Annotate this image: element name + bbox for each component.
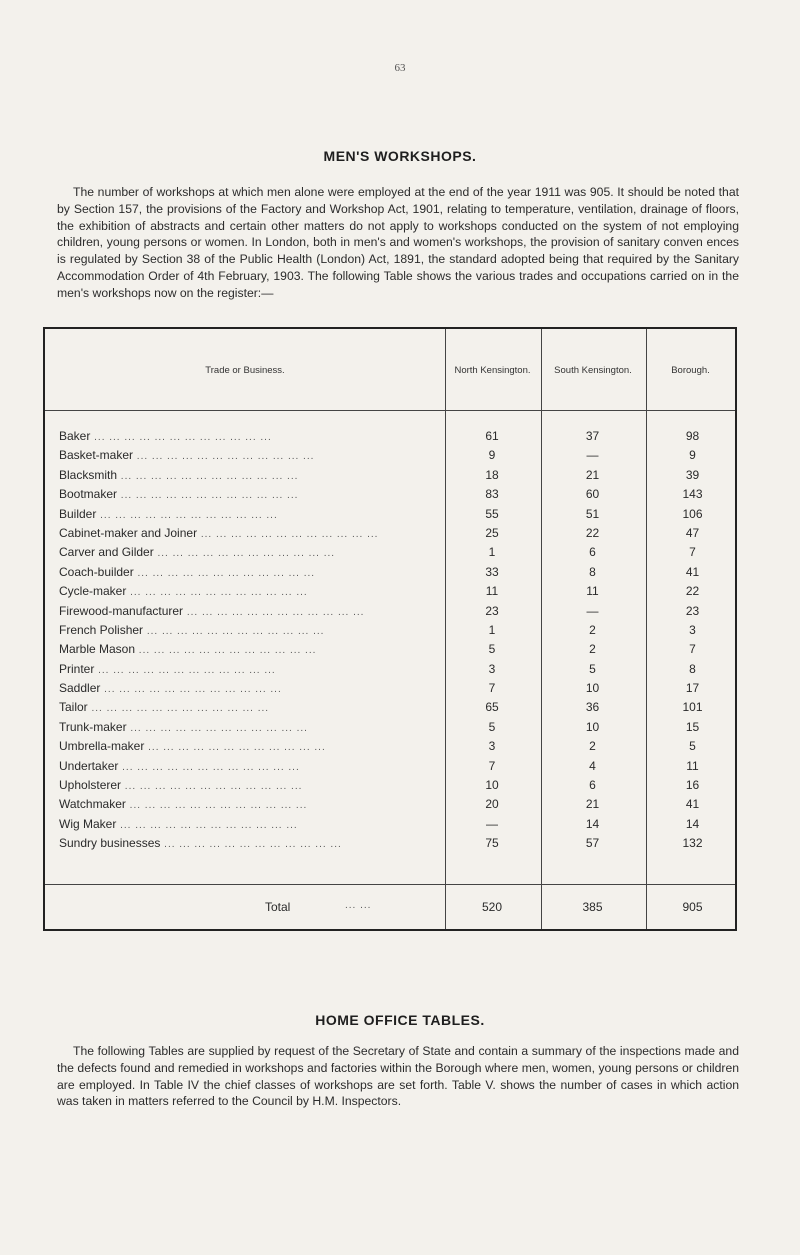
cell-north: 1 [488,622,496,637]
leader-dots: ... ... ... ... ... ... ... ... ... ... ... ... [100,684,282,696]
cell-south: 2 [589,622,596,637]
cell-north: — [486,816,498,831]
cell-borough: 14 [685,816,700,831]
cell-north: 7 [488,758,496,773]
leader-dots: ... ... ... ... ... ... ... ... ... ... ... ... [118,761,300,773]
cell-borough: 106 [682,506,703,521]
trade-cell [59,797,443,811]
table-row [45,505,735,524]
table-row [45,776,735,795]
cell-south: 8 [589,564,596,579]
header-south-kensington: South Kensington. [554,364,632,376]
section-title-mens-workshops: MEN'S WORKSHOPS. [323,148,477,164]
trade-label: Tailor [59,700,88,715]
table-row [45,834,735,853]
cell-north: 55 [485,506,499,521]
trade-label: Blacksmith [59,467,118,482]
cell-south: 51 [585,506,600,521]
cell-borough: 7 [689,642,696,657]
trade-label: Marble Mason [59,642,136,657]
trade-label: Sundry businesses [59,836,161,851]
header-north-kensington: North Kensington. [454,364,531,376]
table-row [45,795,735,814]
trade-label: Cycle-maker [59,584,127,599]
cell-borough: 132 [682,836,703,851]
cell-north: 5 [488,642,496,657]
trade-label: Undertaker [59,758,119,773]
cell-south: 5 [589,661,596,676]
table-row [45,485,735,504]
leader-dots: ... ... ... ... ... ... ... ... ... ... ... ... [183,606,365,618]
table-row [45,698,735,717]
cell-north: 65 [485,700,499,715]
cell-north: 3 [488,661,496,676]
trade-cell [59,623,443,637]
trade-label: Saddler [59,681,101,696]
trade-cell [59,778,443,792]
trade-cell [59,545,443,559]
leader-dots: ... ... ... ... ... ... ... ... ... ... ... ... [197,528,379,540]
cell-south: 57 [585,836,600,851]
trade-cell [59,642,443,656]
leader-dots: ... ... ... ... ... ... ... ... ... ... ... ... [133,451,315,463]
section-title-home-office-tables: HOME OFFICE TABLES. [315,1012,485,1028]
table-row [45,602,735,621]
cell-north: 75 [485,836,499,851]
table-row [45,815,735,834]
trade-cell [59,507,443,521]
trade-label: Upholsterer [59,778,122,793]
trade-cell [59,681,443,695]
leader-dots: ... ... ... ... ... ... ... ... ... ... ... ... [143,625,325,637]
cell-north: 61 [485,429,499,443]
trade-cell [59,817,443,831]
table-row [45,679,735,698]
cell-borough: 3 [689,622,696,637]
trade-label: Wig Maker [59,816,117,831]
cell-south: 10 [585,719,600,734]
trade-cell [59,526,443,540]
cell-north: 3 [488,739,496,754]
leader-dots: ... ... ... ... ... ... ... ... ... ... ... ... [121,781,303,793]
cell-south: — [586,603,599,618]
leader-dots: ... ... [345,900,372,911]
cell-south: 6 [589,545,596,560]
cell-north: 18 [485,467,499,482]
cell-borough: 7 [689,545,696,560]
trade-cell [59,487,443,501]
cell-south: 14 [585,816,600,831]
cell-borough: 8 [689,661,696,676]
leader-dots: ... ... ... ... ... ... ... ... ... ... ... ... [117,470,299,482]
table-row [45,718,735,737]
cell-borough: 15 [685,719,700,734]
trade-cell [59,739,443,753]
cell-south: 11 [586,584,599,599]
total-row [45,884,735,932]
trade-cell [59,565,443,579]
cell-borough: 47 [685,525,700,540]
cell-borough: 17 [685,681,700,696]
cell-south: 2 [589,642,596,657]
cell-borough: 39 [685,467,700,482]
leader-dots: ... ... ... ... ... ... ... ... ... ... ... ... [126,587,308,599]
table-header [45,329,735,411]
trade-label: Cabinet-maker and Joiner [59,525,198,540]
cell-north: 10 [485,778,499,793]
trade-cell [59,662,443,676]
cell-borough: 143 [682,487,703,502]
cell-north: 7 [488,681,496,696]
table-row [45,543,735,562]
table-row [45,446,735,465]
leader-dots: ... ... ... ... ... ... ... ... ... ... ... ... [125,800,308,812]
leader-dots: ... ... ... ... ... ... ... ... ... ... ... ... [153,548,336,560]
header-trade: Trade or Business. [205,364,285,376]
cell-north: 20 [485,797,499,812]
cell-south: 6 [589,778,596,793]
workshops-table [43,327,737,931]
cell-borough: 41 [685,564,700,579]
total-south: 385 [582,900,603,914]
trade-label: Baker [59,429,91,443]
cell-borough: 16 [685,778,700,793]
cell-borough: 5 [689,739,696,754]
trade-label: Coach-builder [59,564,134,579]
trade-cell [59,759,443,773]
cell-north: 25 [485,525,499,540]
table-row [45,737,735,756]
cell-north: 1 [488,545,496,560]
table-row [45,660,735,679]
cell-south: 2 [589,739,596,754]
cell-borough: 9 [689,448,696,463]
cell-north: 11 [485,584,499,599]
closing-paragraph: The following Tables are supplied by request of the Secretary of State and contain a summary of the inspections made and the defects found and remedied in workshops and factories within the Borough where men, women, young persons or children are employed. In Table IV the chief classes of workshops are set forth. Table V. shows the number of cases in which action was taken in matters referred to the Council by H.M. Inspectors. [57,1044,739,1109]
trade-cell [59,836,443,850]
total-borough: 905 [682,900,703,914]
cell-north: 23 [485,603,499,618]
table-row [45,582,735,601]
cell-borough: 101 [682,700,703,715]
cell-south: — [586,448,599,463]
cell-north: 83 [485,487,499,502]
table-body [45,427,735,854]
total-north: 520 [481,900,503,914]
cell-south: 21 [585,797,600,812]
trade-label: Trunk-maker [59,719,127,734]
trade-cell [59,429,443,443]
leader-dots: ... ... ... ... ... ... ... ... ... ... ... ... [117,490,299,502]
table-row [45,621,735,640]
table-row [45,466,735,485]
intro-paragraph: The number of workshops at which men alone were employed at the end of the year 1911 was 905. It should be noted that by Section 157, the provisions of the Factory and Workshop Act, 1901, relating to temperature, ventilation, drainage of floors, the exhibition of abstracts and certain other matters do not apply to workshops conducted on the system of not employing children, young persons or women. In London, both in men's and women's workshops, the provision of sanitary conven ences is regulated by Section 38 of the Public Health (London) Act, 1891, the standard adopted being that required by the Sanitary Accommodation Order of 4th February, 1903. The following Table shows the various trades and occupations carried on in the men's workshops now on the register:— [57,185,739,300]
leader-dots: ... ... ... ... ... ... ... ... ... ... ... ... [144,742,326,754]
trade-cell [59,604,443,618]
cell-south: 10 [585,681,600,696]
trade-label: Printer [59,661,95,676]
leader-dots: ... ... ... ... ... ... ... ... ... ... ... ... [94,664,276,676]
trade-label: Builder [59,506,97,521]
leader-dots: ... ... ... ... ... ... ... ... ... ... ... ... [87,703,270,715]
cell-south: 22 [585,525,600,540]
trade-label: Bootmaker [59,487,118,502]
trade-label: French Polisher [59,622,144,637]
trade-cell [59,584,443,598]
cell-south: 36 [585,700,600,715]
cell-borough: 22 [685,584,700,599]
leader-dots: ... ... ... ... ... ... ... ... ... ... ... ... [133,567,316,579]
table-row [45,524,735,543]
page-number: 63 [394,62,406,74]
cell-borough: 23 [685,603,700,618]
trade-cell [59,700,443,714]
cell-south: 37 [585,429,600,443]
cell-north: 33 [485,564,499,579]
leader-dots: ... ... ... ... ... ... ... ... ... ... ... ... [116,819,298,831]
cell-south: 21 [585,467,600,482]
total-label: Total [265,900,291,914]
cell-borough: 11 [686,758,699,773]
trade-label: Basket-maker [59,448,134,463]
cell-north: 9 [488,448,496,463]
trade-cell [59,448,443,462]
table-row [45,563,735,582]
cell-south: 60 [585,487,600,502]
trade-label: Carver and Gilder [59,545,154,560]
trade-cell [59,468,443,482]
table-row [45,640,735,659]
header-borough: Borough. [671,364,710,376]
leader-dots: ... ... ... ... ... ... ... ... ... ... ... ... [160,839,342,851]
trade-label: Firewood-manufacturer [59,603,184,618]
cell-south: 4 [589,758,596,773]
leader-dots: ... ... ... ... ... ... ... ... ... ... ... ... [126,722,308,734]
cell-borough: 41 [685,797,700,812]
trade-label: Watchmaker [59,797,126,812]
cell-north: 5 [488,719,496,734]
cell-borough: 98 [685,429,700,443]
leader-dots: ... ... ... ... ... ... ... ... ... ... ... ... [96,509,278,521]
trade-label: Umbrella-maker [59,739,145,754]
table-row [45,427,735,446]
leader-dots: ... ... ... ... ... ... ... ... ... ... ... ... [135,645,317,657]
trade-cell [59,720,443,734]
leader-dots: ... ... ... ... ... ... ... ... ... ... ... ... [90,432,272,443]
table-row [45,757,735,776]
